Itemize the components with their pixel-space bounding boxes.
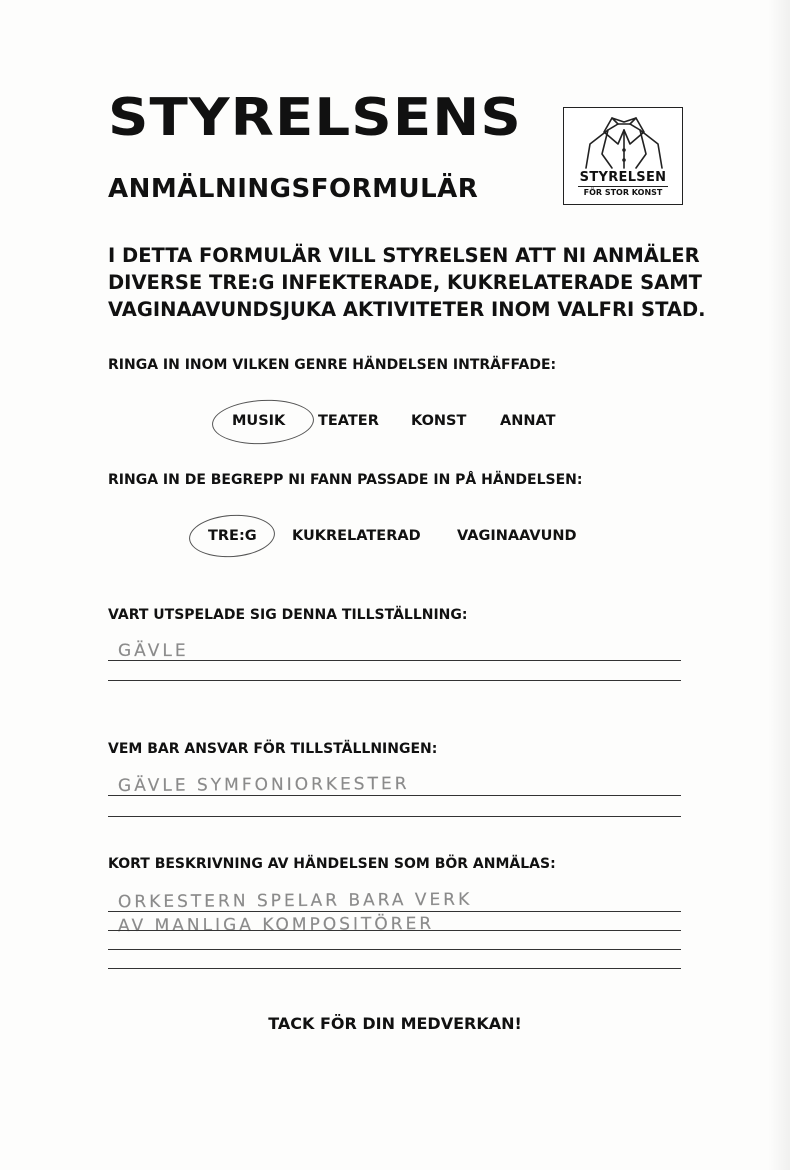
thank-you-text: TACK FÖR DIN MEDVERKAN! <box>268 1014 522 1033</box>
description-answer-line-1[interactable]: ORKESTERN SPELAR BARA VERK <box>117 889 473 913</box>
responsible-answer[interactable]: GÄVLE SYMFONIORKESTER <box>117 773 410 797</box>
styrelsen-logo <box>563 107 683 205</box>
answer-line <box>108 911 681 912</box>
genre-option-annat[interactable]: ANNAT <box>500 413 556 429</box>
location-answer[interactable]: GÄVLE <box>118 641 189 661</box>
concept-option-treg[interactable]: TRE:G <box>208 528 257 544</box>
form-subtitle: ANMÄLNINGSFORMULÄR <box>108 174 479 204</box>
genre-option-musik[interactable]: MUSIK <box>232 413 286 429</box>
logo-divider <box>578 186 668 187</box>
intro-line: I DETTA FORMULÄR VILL STYRELSEN ATT NI ANMÄLER <box>108 244 700 267</box>
concepts-question: RINGA IN DE BEGREPP NI FANN PASSADE IN PÅ HÄNDELSEN: <box>108 472 583 488</box>
concept-option-kukrelaterad[interactable]: KUKRELATERAD <box>292 528 421 544</box>
shirt-collar-icon <box>582 114 666 170</box>
intro-text <box>108 242 708 323</box>
logo-tagline: FÖR STOR KONST <box>583 188 663 197</box>
answer-line <box>108 680 681 681</box>
logo-name: STYRELSEN <box>579 170 667 185</box>
description-question: KORT BESKRIVNING AV HÄNDELSEN SOM BÖR ANMÄLAS: <box>108 856 556 872</box>
intro-line: DIVERSE TRE:G INFEKTERADE, KUKRELATERADE SAMT <box>108 271 702 294</box>
answer-line <box>108 816 681 817</box>
answer-line <box>108 949 681 950</box>
answer-line <box>108 968 681 969</box>
answer-line <box>108 930 681 931</box>
intro-line: VAGINAAVUNDSJUKA AKTIVITETER INOM VALFRI STAD. <box>108 298 706 321</box>
genre-question: RINGA IN INOM VILKEN GENRE HÄNDELSEN INTRÄFFADE: <box>108 357 557 373</box>
answer-line <box>108 795 681 796</box>
description-answer-line-2[interactable]: AV MANLIGA KOMPOSITÖRER <box>117 913 435 937</box>
genre-option-konst[interactable]: KONST <box>411 413 467 429</box>
location-question: VART UTSPELADE SIG DENNA TILLSTÄLLNING: <box>108 607 468 623</box>
form-title: STYRELSENS <box>108 88 522 148</box>
page-edge-shadow <box>768 0 790 1170</box>
responsible-question: VEM BAR ANSVAR FÖR TILLSTÄLLNINGEN: <box>108 741 438 757</box>
answer-line <box>108 660 681 661</box>
concept-option-vaginaavund[interactable]: VAGINAAVUND <box>457 528 577 544</box>
genre-option-teater[interactable]: TEATER <box>318 413 379 429</box>
